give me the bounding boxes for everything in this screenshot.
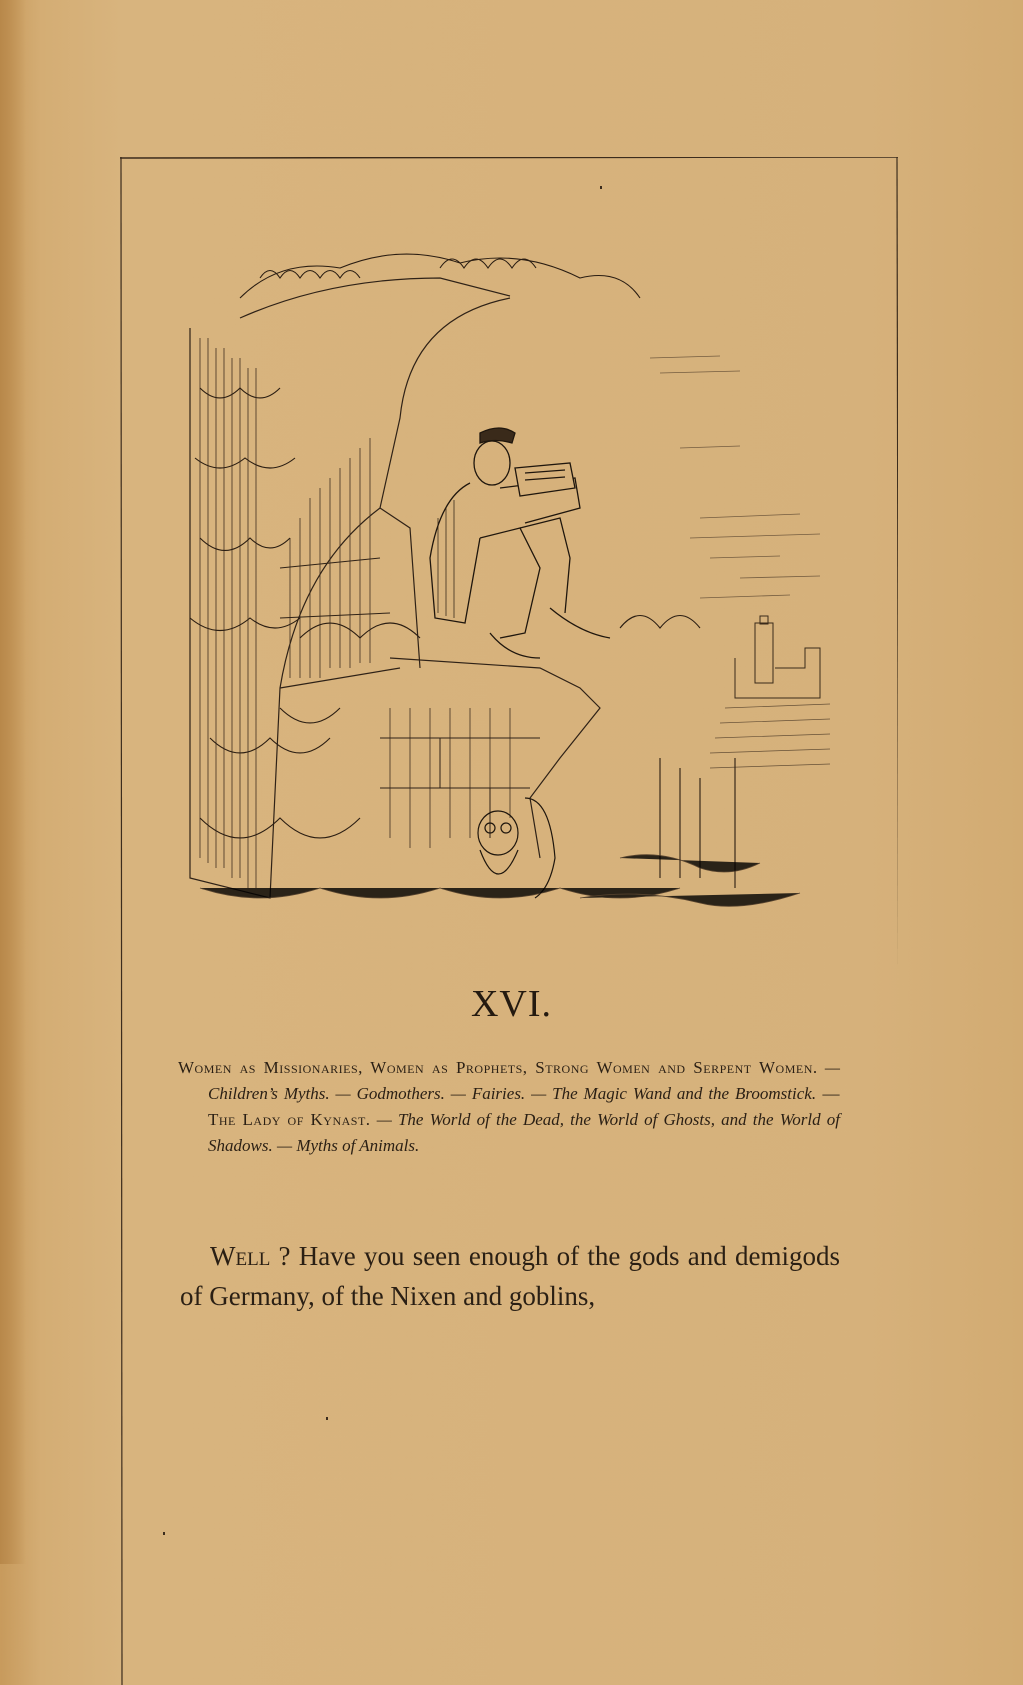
ink-speck [600,186,602,189]
engraving-reader-on-ruined-wall-icon [180,238,840,920]
summary-part-1: Women as Missionaries, Women as Prophets, Strong Women and Serpent Women. [178,1058,818,1077]
body-paragraph [180,1236,840,1316]
summary-part-3: — The Lady of Kynast. [208,1084,840,1129]
summary-part-2: — Children’s Myths. — Godmothers. — Fairies. — The Magic Wand and the Broomstick. [208,1058,840,1103]
chapter-numeral: XVI. [470,983,553,1025]
ink-speck [163,1532,165,1535]
ink-speck [326,1417,328,1420]
body-text: ? Have you seen enough of the gods and demigods of Germany, of the Nixen and goblins, [180,1241,840,1311]
summary-part-4: — The World of the Dead, the World of Ghosts, and the World of Shadows. — Myths of Animals. [208,1110,840,1155]
page-edge-shadow [0,0,26,1564]
body-lead-word: Well [210,1241,271,1271]
chapter-summary [178,1055,840,1159]
